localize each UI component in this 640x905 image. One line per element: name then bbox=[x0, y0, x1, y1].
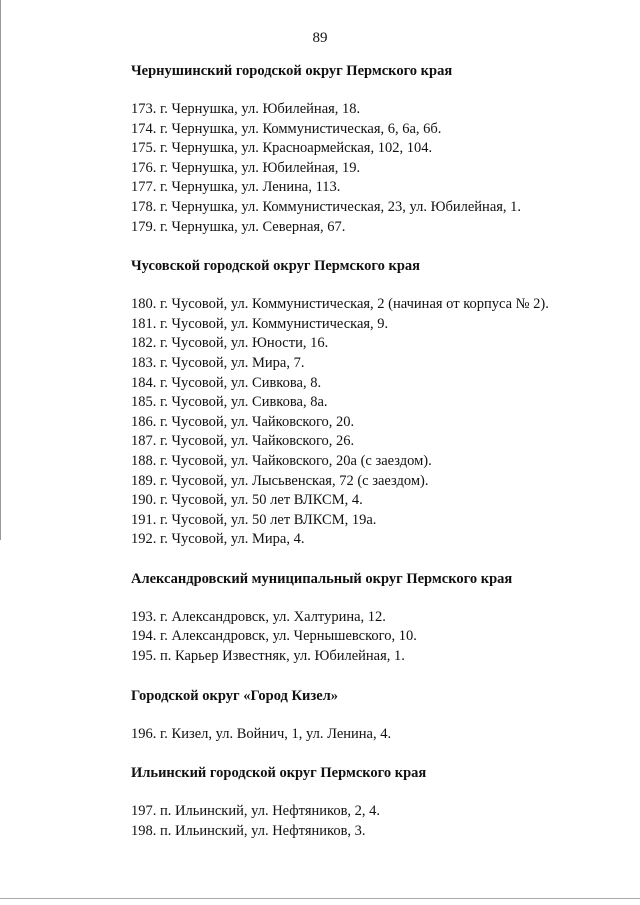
list-item: 191. г. Чусовой, ул. 50 лет ВЛКСМ, 19а. bbox=[131, 511, 377, 528]
list-item: 185. г. Чусовой, ул. Сивкова, 8а. bbox=[131, 394, 328, 411]
list-item: 174. г. Чернушка, ул. Коммунистическая, 6, 6а, 6б. bbox=[131, 120, 442, 137]
list-item: 189. г. Чусовой, ул. Лысьвенская, 72 (с заездом). bbox=[131, 472, 429, 489]
list-item: 187. г. Чусовой, ул. Чайковского, 26. bbox=[131, 433, 355, 450]
address-list bbox=[131, 802, 611, 841]
document-body bbox=[131, 62, 611, 861]
page-number: 89 bbox=[312, 30, 328, 46]
list-item: 186. г. Чусовой, ул. Чайковского, 20. bbox=[131, 413, 355, 430]
list-item: 178. г. Чернушка, ул. Коммунистическая, 23, ул. Юбилейная, 1. bbox=[131, 198, 522, 215]
scan-bottom-line bbox=[0, 898, 640, 899]
list-item: 180. г. Чусовой, ул. Коммунистическая, 2 (начиная от корпуса № 2). bbox=[131, 296, 549, 313]
section-heading: Городской округ «Город Кизел» bbox=[131, 687, 339, 704]
list-item: 190. г. Чусовой, ул. 50 лет ВЛКСМ, 4. bbox=[131, 492, 363, 509]
address-list bbox=[131, 100, 611, 237]
list-item: 182. г. Чусовой, ул. Юности, 16. bbox=[131, 335, 329, 352]
list-item: 181. г. Чусовой, ул. Коммунистическая, 9. bbox=[131, 315, 389, 332]
address-list bbox=[131, 295, 611, 550]
list-item: 198. п. Ильинский, ул. Нефтяников, 3. bbox=[131, 822, 366, 839]
list-item: 193. г. Александровск, ул. Халтурина, 12. bbox=[131, 608, 386, 625]
list-item: 183. г. Чусовой, ул. Мира, 7. bbox=[131, 354, 305, 371]
section-chusovskoy bbox=[131, 257, 611, 550]
section-heading: Чусовской городской округ Пермского края bbox=[131, 258, 420, 275]
list-item: 195. п. Карьер Известняк, ул. Юбилейная, 1. bbox=[131, 648, 405, 665]
section-heading: Александровский муниципальный округ Пермского края bbox=[131, 570, 513, 587]
list-item: 179. г. Чернушка, ул. Северная, 67. bbox=[131, 218, 346, 235]
list-item: 197. п. Ильинский, ул. Нефтяников, 2, 4. bbox=[131, 803, 381, 820]
list-item: 175. г. Чернушка, ул. Красноармейская, 102, 104. bbox=[131, 140, 433, 157]
address-list bbox=[131, 608, 611, 667]
list-item: 192. г. Чусовой, ул. Мира, 4. bbox=[131, 531, 305, 548]
section-heading: Ильинский городской округ Пермского края bbox=[131, 765, 427, 782]
section-chernushinsky bbox=[131, 62, 611, 237]
section-aleksandrovsky bbox=[131, 570, 611, 667]
list-item: 194. г. Александровск, ул. Чернышевского, 10. bbox=[131, 628, 417, 645]
section-heading: Чернушинский городской округ Пермского края bbox=[131, 63, 453, 79]
list-item: 196. г. Кизел, ул. Войнич, 1, ул. Ленина, 4. bbox=[131, 725, 392, 742]
address-list bbox=[131, 725, 611, 745]
section-ilyinsky bbox=[131, 764, 611, 841]
list-item: 173. г. Чернушка, ул. Юбилейная, 18. bbox=[131, 101, 361, 117]
scan-edge-line bbox=[0, 0, 1, 540]
list-item: 176. г. Чернушка, ул. Юбилейная, 19. bbox=[131, 159, 361, 176]
list-item: 188. г. Чусовой, ул. Чайковского, 20а (с заездом). bbox=[131, 452, 432, 469]
list-item: 184. г. Чусовой, ул. Сивкова, 8. bbox=[131, 374, 322, 391]
list-item: 177. г. Чернушка, ул. Ленина, 113. bbox=[131, 179, 341, 196]
section-kizel bbox=[131, 687, 611, 745]
